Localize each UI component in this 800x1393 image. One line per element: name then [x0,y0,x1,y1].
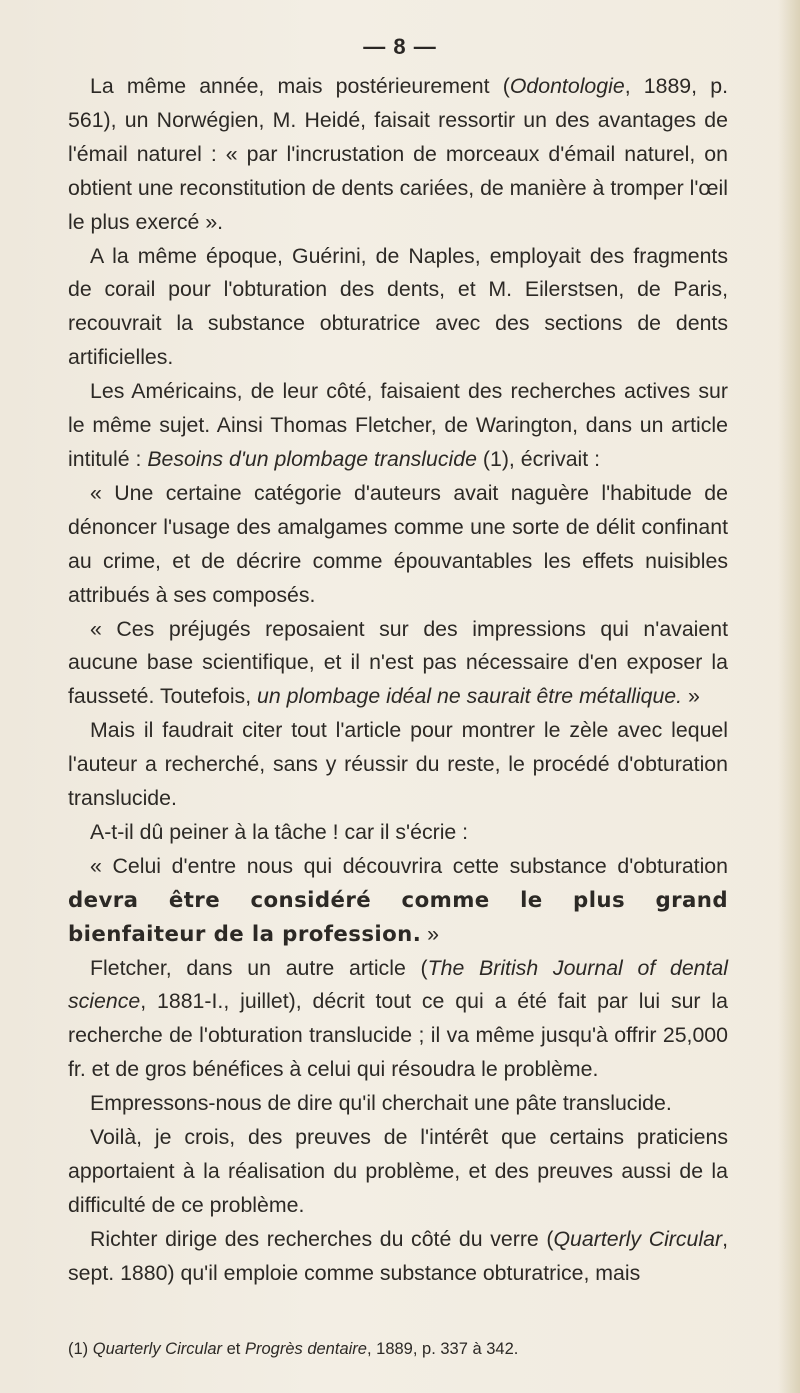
page-edge-shadow [778,0,800,1393]
body-text [68,70,728,1291]
paragraph-8-quote: « Celui d'entre nous qui découvrira cette substance d'obturation devra être considéré comme le plus grand bienfaiteur de la profession. » [68,853,728,947]
paragraph-1: La même année, mais postérieurement (Odontologie, 1889, p. 561), un Norwégien, M. Heidé, faisait ressortir un des avantages de l'émail naturel : « par l'incrustation de morceaux d'émail naturel, on obtient une reconstitution de dents cariées, de manière à tromper l'œil le plus exercé ». [68,74,729,234]
paragraph-6: Mais il faudrait citer tout l'article pour montrer le zèle avec lequel l'auteur a recherché, sans y réussir du reste, le procédé d'obturation translucide. [68,718,728,811]
paragraph-12: Richter dirige des recherches du côté du verre (Quarterly Circular, sept. 1880) qu'il emploie comme substance obturatrice, mais [68,1226,728,1285]
paragraph-5-quote: « Ces préjugés reposaient sur des impressions qui n'avaient aucune base scientifique, et il n'est pas nécessaire d'en exposer la fausseté. Toutefois, un plombage idéal ne saurait être métallique. » [68,616,728,709]
paragraph-4-quote: « Une certaine catégorie d'auteurs avait naguère l'habitude de dénoncer l'usage des amalgames comme une sorte de délit confinant au crime, et de décrire comme épouvantables les effets nuisibles attribués à ses composés. [68,480,728,607]
paragraph-2: A la même époque, Guérini, de Naples, employait des fragments de corail pour l'obturation des dents, et M. Eilerstsen, de Paris, recouvrait la substance obturatrice avec des sections de dents artificielles. [68,243,728,370]
paragraph-11: Voilà, je crois, des preuves de l'intérêt que certains praticiens apportaient à la réalisation du problème, et des preuves aussi de la difficulté de ce problème. [68,1125,728,1217]
paragraph-10: Empressons-nous de dire qu'il cherchait une pâte translucide. [90,1091,672,1116]
footnote: (1) Quarterly Circular et Progrès dentaire, 1889, p. 337 à 342. [68,1340,519,1358]
paragraph-7: A-t-il dû peiner à la tâche ! car il s'écrie : [90,819,469,844]
paragraph-9: Fletcher, dans un autre article (The British Journal of dental science, 1881-I., juillet), décrit tout ce qui a été fait par lui sur la recherche de l'obturation translucide ; il va même jusqu'à offrir 25,000 fr. et de gros bénéfices à celui qui résoudra le problème. [68,955,729,1082]
page-number: — 8 — [363,34,437,59]
paragraph-3: Les Américains, de leur côté, faisaient des recherches actives sur le même sujet. Ainsi Thomas Fletcher, de Warington, dans un article intitulé : Besoins d'un plombage translucide (1), écrivait : [68,379,728,471]
